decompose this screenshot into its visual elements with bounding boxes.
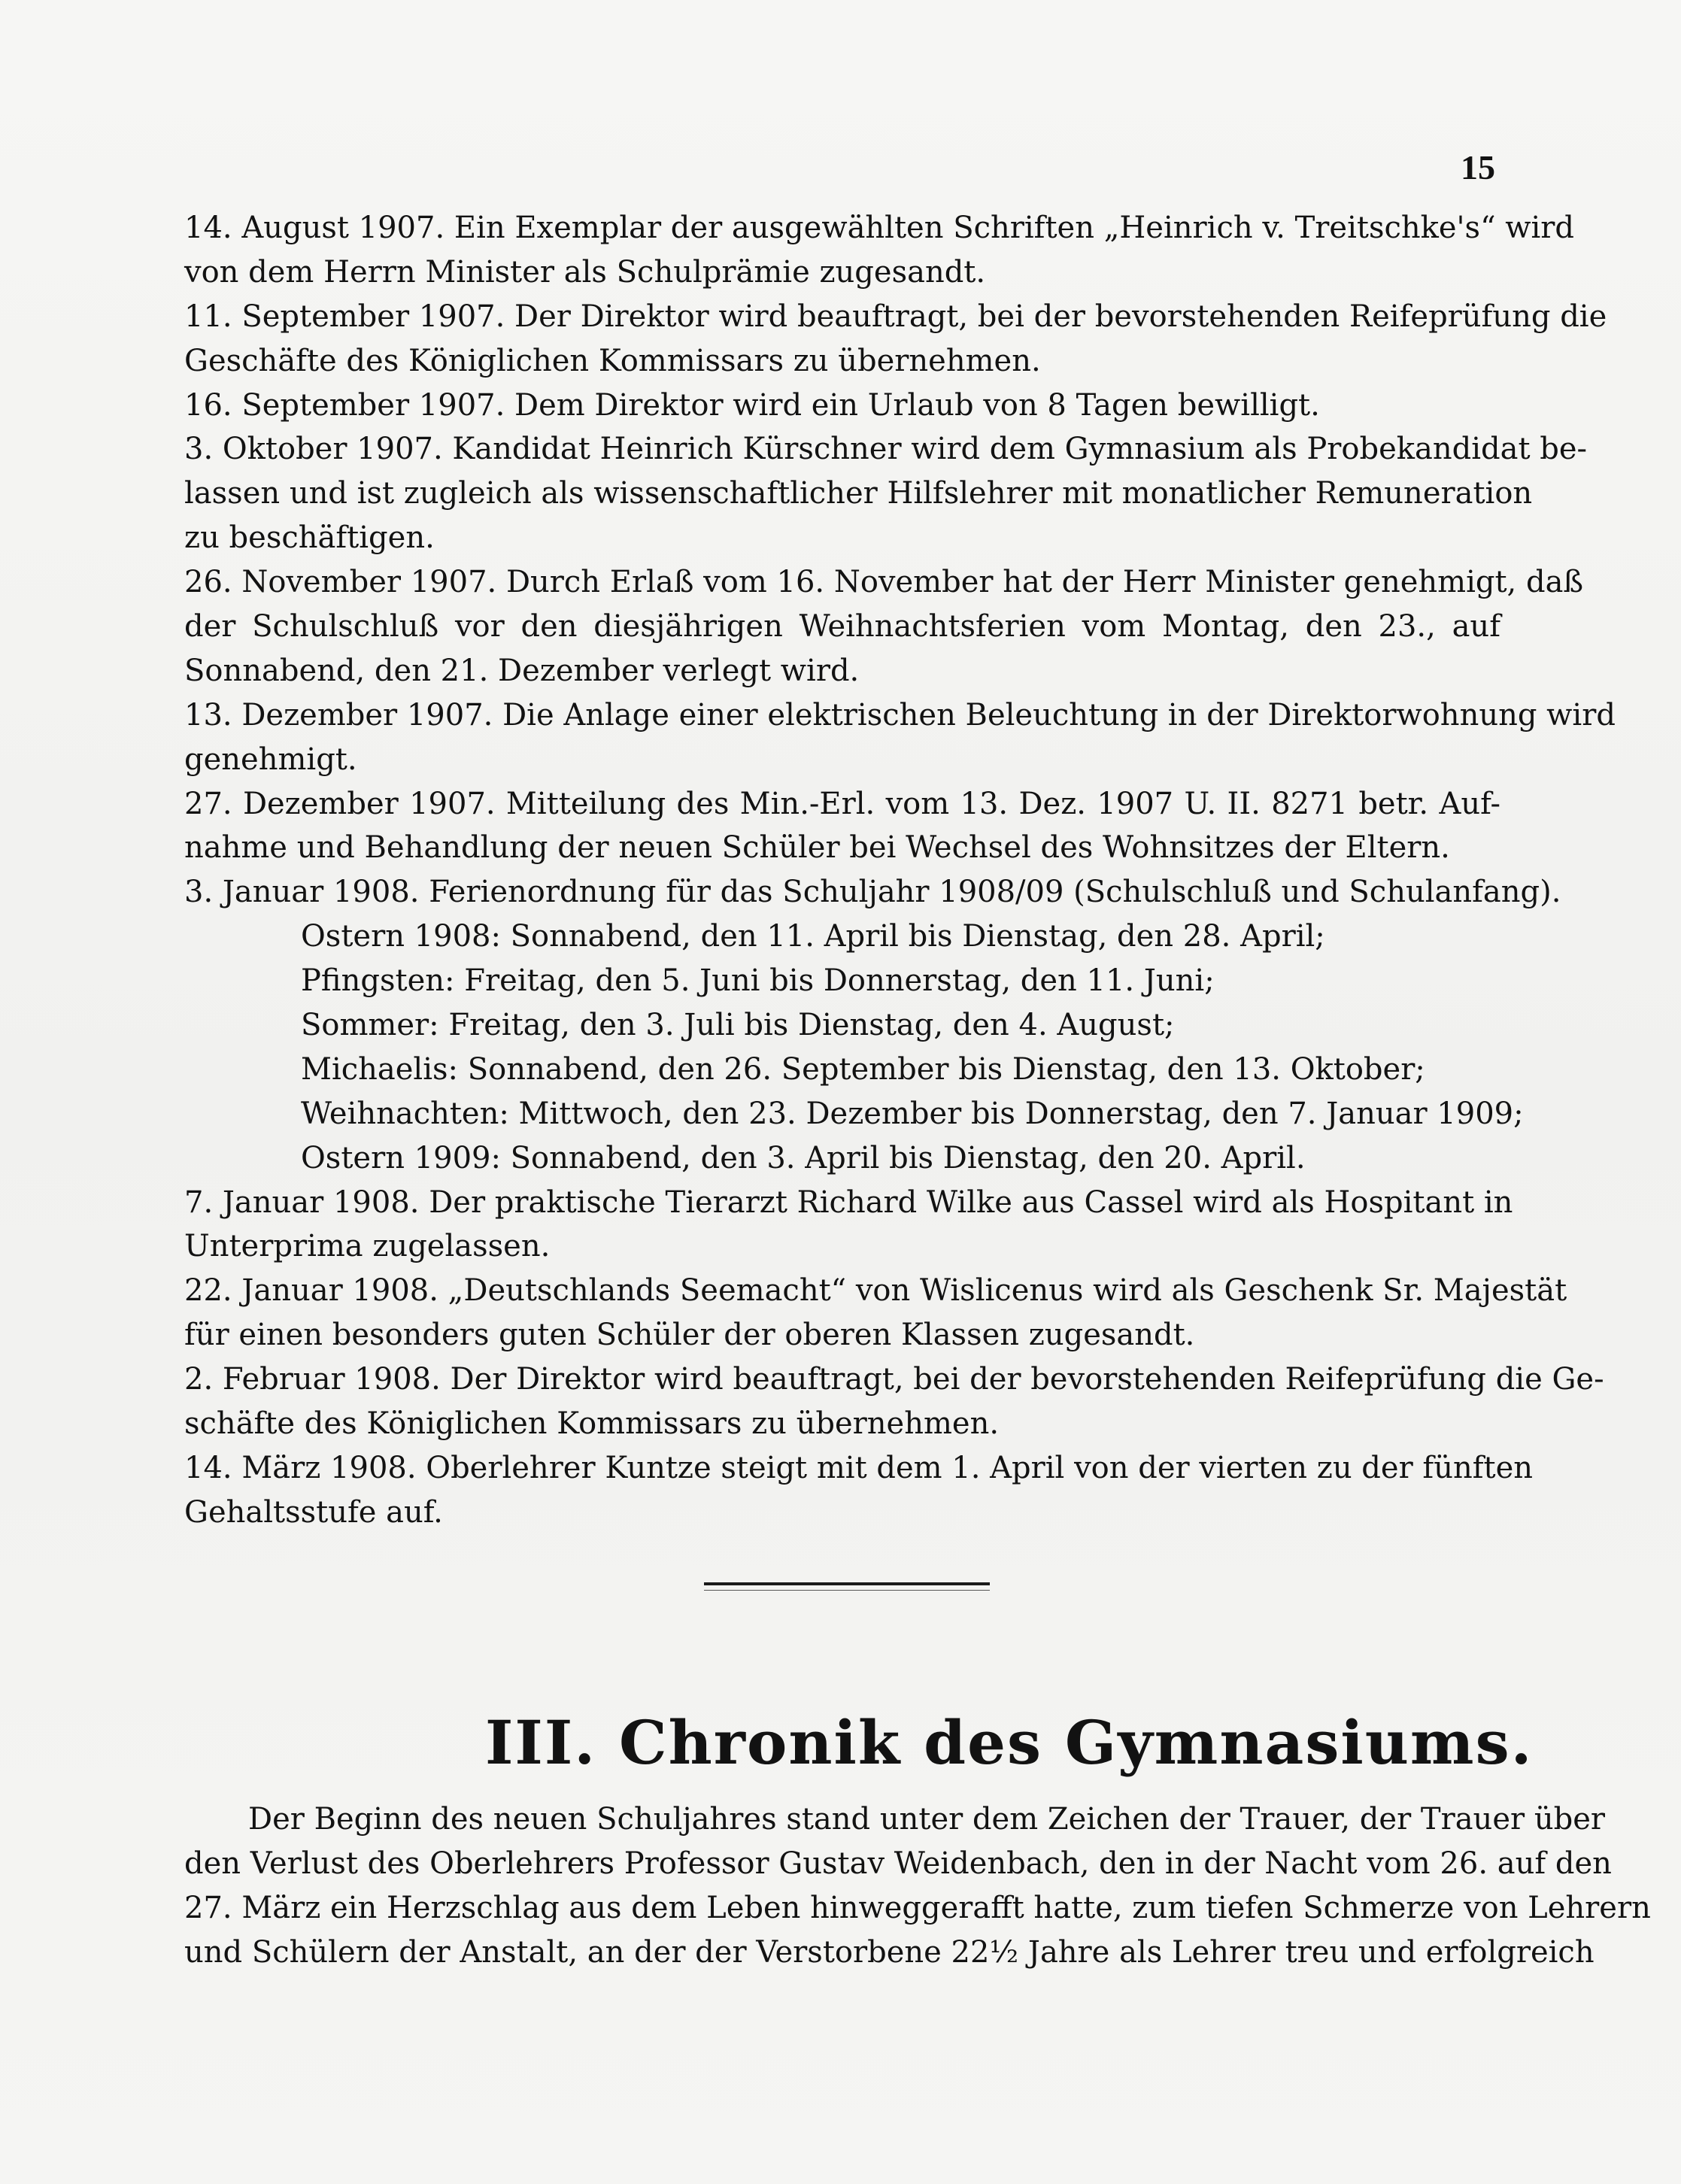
- entry-line: 3. Oktober 1907. Kandidat Heinrich Kürschner wird dem Gymnasium als Probekandidat be-: [184, 432, 1588, 467]
- entry-line: 16. September 1907. Dem Direktor wird ein Urlaub von 8 Tagen bewilligt.: [184, 387, 1320, 423]
- entry-line: zu beschäftigen.: [184, 520, 435, 556]
- entry-line: lassen und ist zugleich als wissenschaftlicher Hilfslehrer mit monatlicher Remuneration: [184, 476, 1533, 511]
- entry-line: Gehaltsstufe auf.: [184, 1494, 443, 1530]
- body-line: den Verlust des Oberlehrers Professor Gustav Weidenbach, den in der Nacht vom 26. auf den: [184, 1846, 1612, 1881]
- entry-line: der Schulschluß vor den diesjährigen Weihnachtsferien vom Montag, den 23., auf: [184, 609, 1500, 645]
- holiday-line: Michaelis: Sonnabend, den 26. September bis Dienstag, den 13. Oktober;: [301, 1051, 1425, 1087]
- entry-line: 27. Dezember 1907. Mitteilung des Min.-Erl. vom 13. Dez. 1907 U. II. 8271 betr. Auf-: [184, 786, 1500, 821]
- entry-line: genehmigt.: [184, 742, 357, 777]
- chronicle-entries: [184, 206, 1616, 1535]
- section-divider: [704, 1582, 990, 1585]
- entry-line: 3. Januar 1908. Ferienordnung für das Schuljahr 1908/09 (Schulschluß und Schulanfang).: [184, 875, 1561, 910]
- entry-line: 26. November 1907. Durch Erlaß vom 16. November hat der Herr Minister genehmigt, daß: [184, 565, 1584, 600]
- section-heading: III. Chronik des Gymnasiums.: [485, 1707, 1534, 1778]
- body-line: 27. März ein Herzschlag aus dem Leben hinweggerafft hatte, zum tiefen Schmerze von Lehrern: [184, 1890, 1651, 1925]
- holiday-line: Pfingsten: Freitag, den 5. Juni bis Donnerstag, den 11. Juni;: [301, 963, 1215, 999]
- entry-line: Sonnabend, den 21. Dezember verlegt wird.: [184, 653, 860, 688]
- entry-line: 11. September 1907. Der Direktor wird beauftragt, bei der bevorstehenden Reifeprüfung die: [184, 299, 1607, 334]
- holiday-line: Ostern 1908: Sonnabend, den 11. April bis Dienstag, den 28. April;: [301, 919, 1325, 954]
- entry-line: für einen besonders guten Schüler der oberen Klassen zugesandt.: [184, 1318, 1195, 1353]
- holiday-line: Ostern 1909: Sonnabend, den 3. April bis Dienstag, den 20. April.: [301, 1140, 1306, 1175]
- holiday-line: Sommer: Freitag, den 3. Juli bis Dienstag, den 4. August;: [301, 1008, 1175, 1043]
- body-line: und Schülern der Anstalt, an der der Verstorbene 22½ Jahre als Lehrer treu und erfolgreich: [184, 1934, 1595, 1970]
- entry-line: 14. August 1907. Ein Exemplar der ausgewählten Schriften „Heinrich v. Treitschke's“ wird: [184, 211, 1574, 245]
- entry-line: 22. Januar 1908. „Deutschlands Seemacht“ von Wislicenus wird als Geschenk Sr. Majestät: [184, 1273, 1567, 1309]
- entry-line: Geschäfte des Königlichen Kommissars zu übernehmen.: [184, 343, 1041, 378]
- entry-line: 7. Januar 1908. Der praktische Tierarzt Richard Wilke aus Cassel wird als Hospitant in: [184, 1185, 1513, 1220]
- entry-line: von dem Herrn Minister als Schulprämie zugesandt.: [184, 254, 986, 290]
- entry-line: nahme und Behandlung der neuen Schüler bei Wechsel des Wohnsitzes der Eltern.: [184, 830, 1450, 866]
- holiday-line: Weihnachten: Mittwoch, den 23. Dezember bis Donnerstag, den 7. Januar 1909;: [301, 1096, 1524, 1131]
- entry-line: schäfte des Königlichen Kommissars zu übernehmen.: [184, 1406, 1000, 1442]
- body-line: Der Beginn des neuen Schuljahres stand unter dem Zeichen der Trauer, der Trauer über: [248, 1802, 1605, 1837]
- entry-line: 14. März 1908. Oberlehrer Kuntze steigt mit dem 1. April von der vierten zu der fünften: [184, 1450, 1534, 1485]
- entry-line: 2. Februar 1908. Der Direktor wird beauftragt, bei der bevorstehenden Reifeprüfung die Ge-: [184, 1362, 1604, 1397]
- section-body: [184, 1797, 1651, 1975]
- page-number: 15: [1461, 148, 1495, 187]
- entry-line: Unterprima zugelassen.: [184, 1229, 551, 1264]
- entry-line: 13. Dezember 1907. Die Anlage einer elektrischen Beleuchtung in der Direktorwohnung wird: [184, 697, 1616, 733]
